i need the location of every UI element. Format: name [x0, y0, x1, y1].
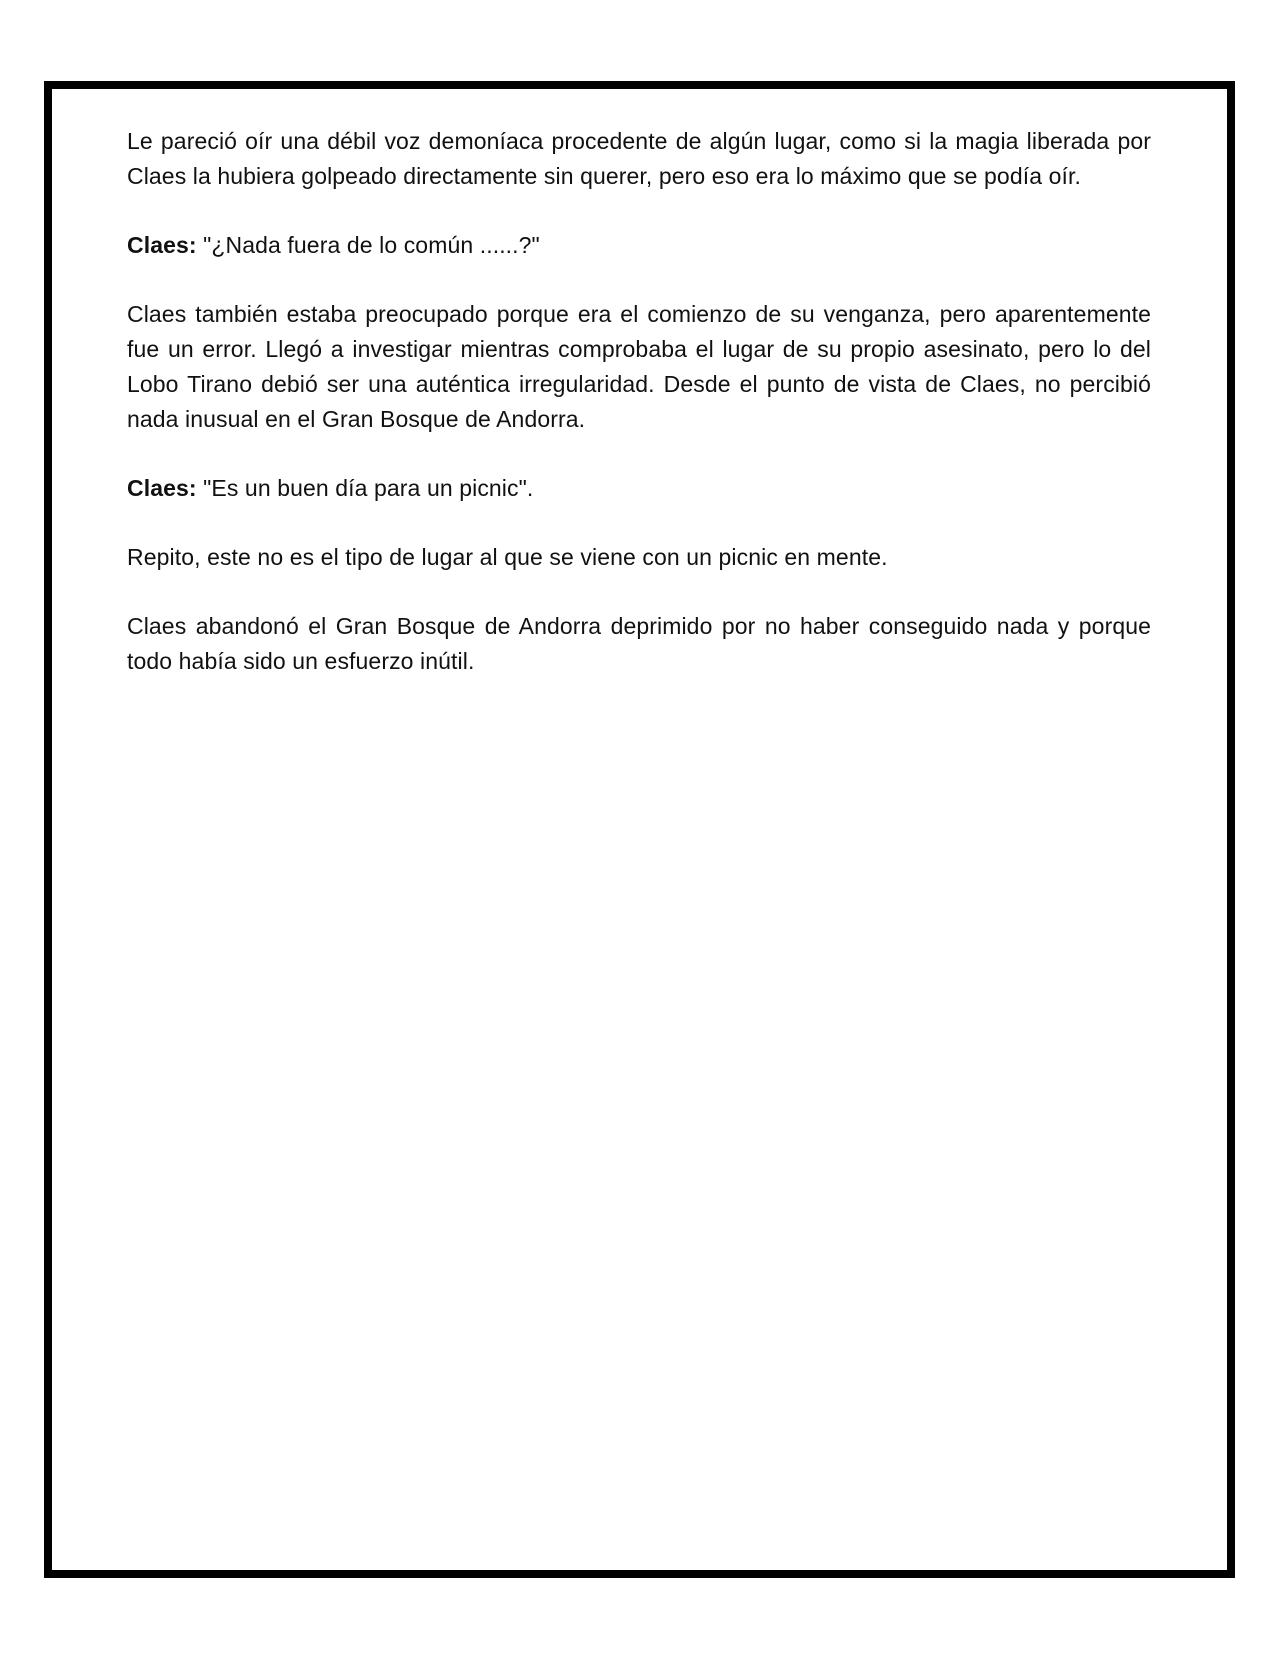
dialogue-2	[127, 471, 1151, 506]
dialogue-1	[127, 228, 1151, 263]
dialogue-2-text: "Es un buen día para un picnic".	[196, 475, 534, 501]
paragraph-2	[127, 297, 1151, 437]
dialogue-1-text: "¿Nada fuera de lo común ......?"	[196, 232, 540, 258]
speaker-label: Claes:	[127, 232, 197, 258]
document-body	[127, 124, 1151, 713]
paragraph-4-text: Claes abandonó el Gran Bosque de Andorra deprimido por no haber conseguido nada y porque todo había sido un esfuerzo inútil.	[127, 613, 1151, 674]
paragraph-2-text: Claes también estaba preocupado porque era el comienzo de su venganza, pero aparentemente fue un error. Llegó a investigar mientras comprobaba el lugar de su propio asesinato, pero lo del Lobo Tirano debió ser una auténtica irregularidad. Desde el punto de vista de Claes, no percibió nada inusual en el Gran Bosque de Andorra.	[127, 301, 1151, 432]
paragraph-4	[127, 609, 1151, 679]
paragraph-1	[127, 124, 1151, 194]
paragraph-1-text: Le pareció oír una débil voz demoníaca procedente de algún lugar, como si la magia liberada por Claes la hubiera golpeado directamente sin querer, pero eso era lo máximo que se podía oír.	[127, 128, 1151, 189]
paragraph-3-text: Repito, este no es el tipo de lugar al que se viene con un picnic en mente.	[127, 544, 888, 570]
paragraph-3	[127, 540, 1151, 575]
speaker-label: Claes:	[127, 475, 197, 501]
